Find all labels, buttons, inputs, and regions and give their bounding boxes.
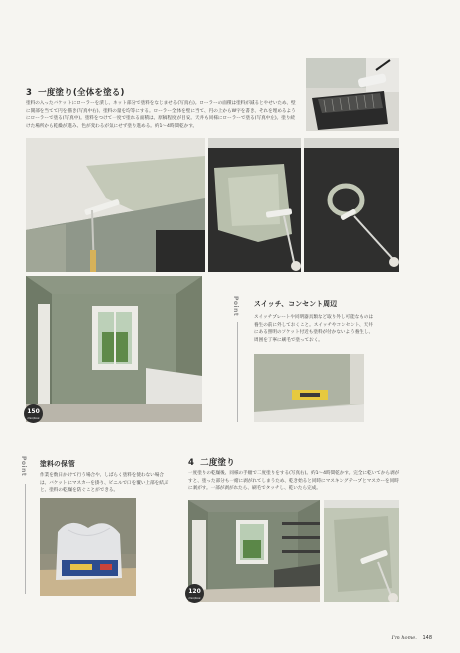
step4-title: 4 二度塗り [188, 458, 235, 468]
time-badge-120: 120 min/box [185, 584, 204, 603]
storage-divider [25, 484, 26, 594]
photo-wall-circle-paint [304, 138, 399, 272]
page-number: 148 [422, 635, 432, 641]
page-footer [392, 635, 432, 641]
photo-ceiling-roller [26, 138, 205, 272]
storage-title: 塗料の保管 [40, 460, 75, 468]
photo-second-coat [324, 500, 399, 602]
step3-title: 3 一度塗り(全体を塗る) [26, 88, 125, 98]
storage-body: 作業を数日かけて行う場合や、しばらく塗料を使わない場合は、バケットにマスカーを掛り、ビニルで口を覆い上部を結ぶと、塗料の乾燥を防ぐことができる。 [40, 473, 169, 494]
step4-body: 一度塗りの乾燥後、同様の手順で二度塗りをする(写真右)。約1〜4時間乾かす。完全に乾いてから剥がすと、塗った部分も一緒に剥がれてしまうため、乾き始ると同時にマスキングテープとマスカーを同時に剥がす。一部が剥がれたら、刷毛でタッチし、乾いたら完成。 [188, 471, 400, 492]
point-tab-storage: Point [20, 456, 27, 477]
point-switch-body: スイッチプレートや同明器具類など取り外し可能なものは養生の前に外しておくこと。スイッチやコンセント、天井にある照明のソケット付近も塗料が付かないよう養生し、周囲を丁寧に刷毛で塗っておく。 [254, 315, 374, 343]
photo-room-window [26, 276, 202, 422]
photo-outlet [254, 354, 364, 422]
time-badge-150: 150 min/box [24, 404, 43, 423]
magazine-brand: I'm home. [391, 635, 417, 641]
point-divider [237, 322, 238, 422]
photo-wall-w-paint [208, 138, 301, 272]
photo-paint-bucket [306, 58, 399, 131]
photo-paint-storage [40, 498, 136, 596]
photo-finished-room [188, 500, 320, 602]
step3-body: 塗料の入ったバケットにローラーを漬し、ネット部分で塗料をなじませる(写真右)。ローラーの面積は塗料が減るとやせいため、壁に開部を当てて円を描き(写真中右)、塗料の量を均等にする。ローラー全体を壁に当て、円の上からW字を書き、それを埋めるようにローラーで塗る(写真中)。塗料をつけて一度で塗れる面積は、原稿程度が目安。天井も同様にローラーで塗る(写真中左)。塗り続けた場所から乾燥が進み、色が変わるが気にせず塗り進める。約1〜4時間乾かす。 [26, 101, 296, 129]
point-tab-switch: Point [232, 296, 239, 317]
point-switch-title: スイッチ、コンセント周辺 [254, 300, 338, 308]
